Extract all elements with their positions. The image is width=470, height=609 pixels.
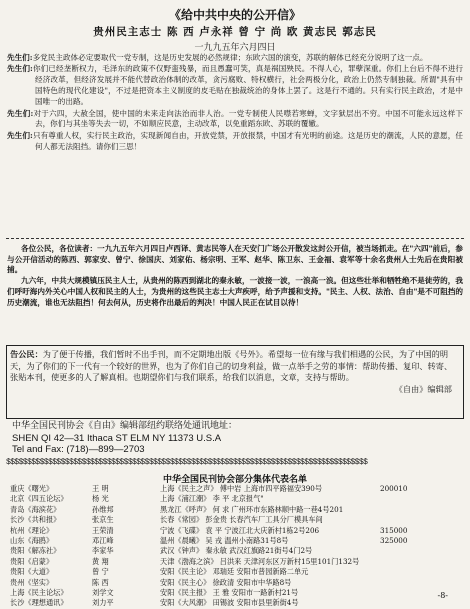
letter-paragraph (7, 131, 463, 153)
member-address: 上海《浦江潮》 李 平 北京报气" (160, 494, 264, 504)
member-name: 张京生 (92, 515, 114, 525)
paragraph-text: 你们已经垄断权力，毛泽东的政策不仅野蛮残暴，而且愚蠢可笑，真是祸国殃民。不得人心，罪孽深重。你们上台后不得不进行经济改革，但经济发展并不能代替政治体制的改革，贪污腐败、特权横行，社会两极分化，政治上仍然专制独裁。所谓"具有中国特色的现代化建设"，不过是把资本主义制度的皮毛贴在独裁统治的身体上罢了。这是行不通的。只有实行民主政治，才是中国唯一的出路。 (32, 64, 463, 107)
letter-date: 一九九五年六月四日 (194, 43, 276, 53)
member-name: 王荣清 (92, 525, 114, 535)
notice-to-citizens (10, 349, 460, 395)
member-address: 宁波《飞碟》 袁 平 宁波江北大庆新村1栋2号206 (160, 525, 320, 535)
member-row (10, 536, 462, 546)
member-name: 刘力平 (92, 598, 114, 608)
mailing-header: 中华全国民刊协会《自由》编辑部纽约联络处通讯地址： (12, 421, 238, 431)
publication: 贵阳《大道》 (10, 567, 54, 577)
member-address: 安阳《民主心》 徐政清 安阳市中华路8号 (160, 577, 292, 587)
member-row (10, 505, 462, 515)
member-address: 黑龙江《呼声》 何 求 广州环市东路林顺中路一巷4号201 (160, 504, 344, 514)
member-row (10, 598, 462, 608)
salutation: 先生们: (7, 53, 33, 62)
page-number: -8- (437, 591, 448, 600)
postal-code (380, 546, 460, 556)
member-list-title: 中华全国民刊协会部分集体代表名单 (162, 475, 307, 485)
publication: 青岛《海滨花》 (10, 504, 61, 514)
member-name: 李家华 (92, 546, 114, 556)
postal-code: 200010 (380, 484, 408, 493)
news-paragraph: 各位公民，各位读者：一九九五年六月四日卢西译、黄志民等人在天安门广场公开散发这封公开信，被当场抓走。在"六四"前后，参与公开信活动的陈西、郭家安、曾宁、徐国庆、刘家佑、杨宗明、王军、赵华、陈卫东、王金福、袁军等十余名贵州人士先后在贵阳被捕。 (7, 244, 463, 275)
member-row (10, 567, 462, 577)
member-address: 武汉《钟声》 秦永敏 武汉红旗路21街号4门2号 (160, 546, 313, 556)
member-name: 曾 宁 (92, 567, 109, 577)
letter-paragraph (7, 53, 463, 64)
news-paragraph: 九六年，中共大规模镇压民主人士，从贵州的陈西到湖北的秦永敏，一波接一波，一浪高一浪。但这些壮举和牺牲绝不是徒劳的，我们呼吁海内外关心中国人权和民主的人士，为贵州的这些民主志士大声疾呼，给予声援和支持。"民主、人权、法治、自由"是不可阻挡的历史潮流，谁也无法阻挡！何去何从，历史将作出最后的判决！中国人民正在试目以待！ (7, 276, 463, 307)
member-name: 黄 翔 (92, 556, 109, 566)
tel-fax: Tel and Fax: (718)—899—2703 (12, 444, 145, 455)
member-row (10, 588, 462, 598)
publication: 贵阳《启蒙》 (10, 556, 54, 566)
member-address: 安阳《民主报》 王 雅 安阳市一路新村21号 (160, 588, 299, 598)
member-row (10, 484, 462, 494)
dashed-divider (6, 238, 464, 239)
member-address: 长春《常园》 彭金贵 长春汽车厂工具分厂模具车间 (160, 515, 323, 525)
letter-authors: 贵州民主志士 陈 西 卢永祥 曾 宁 尚 欧 黄志民 郭志民 (93, 26, 377, 38)
member-name: 陈 西 (92, 577, 109, 587)
notice-lead: 告公民： (10, 349, 43, 359)
publication: 重庆《曙光》 (10, 484, 54, 493)
paragraph-text: 多党民主政体必定要取代一党专制，这是历史发展的必然规律；东欧六国的演变，苏联的解体已经充分说明了这一点。 (32, 53, 428, 62)
postal-code (380, 557, 460, 567)
mailing-address (12, 421, 462, 456)
member-name: 孙维邦 (92, 504, 114, 514)
publication: 山东《海鸥》 (10, 536, 54, 546)
postal-code (380, 588, 460, 598)
mailing-address-line: SHEN QI 42—31 Ithaca ST ELM NY 11373 U.S.A (12, 432, 222, 444)
postal-code: 325000 (380, 536, 408, 546)
salutation: 先生们: (7, 130, 33, 140)
postal-code (380, 598, 460, 608)
postal-code (380, 567, 460, 577)
paragraph-text: 对于六四，大赦全国，使中国的未来走向法治而非人治。一党专制使人民噤若寒蝉，文字狱层出不穷。中国不可能永远这样下去，你们与其坐等失去一切，不如顺应民意，主动改革，以免重蹈东欧、苏联的覆辙。 (33, 108, 463, 129)
member-row (10, 557, 462, 567)
member-address: 温州《晨曦》 吴 戎 温州小南路31号8号 (160, 536, 289, 546)
open-letter-body (7, 53, 463, 153)
member-name: 杨 光 (92, 494, 109, 504)
postal-code: 315000 (380, 525, 408, 535)
salutation: 先生们: (7, 64, 33, 74)
member-row (10, 578, 462, 588)
member-name: 王 明 (92, 484, 109, 493)
publication: 杭州《理论》 (10, 525, 54, 535)
dollar-separator: $$$$$$$$$$$$$$$$$$$$$$$$$$$$$$$$$$$$$$$$$$$$$$$$$$$$$$$$$$$$$$$$$$$$$$$$$$$$$$$$$$$$$$ (6, 458, 368, 467)
publication: 贵州《坚实》 (10, 577, 54, 587)
member-name: 刘学文 (92, 588, 114, 598)
member-address: 安阳《大风潮》 田锡波 安阳市县里新街4号 (160, 598, 299, 608)
publication: 上海《民主论坛》 (10, 588, 68, 598)
salutation: 先生们: (7, 108, 34, 118)
postal-code (380, 494, 460, 504)
news-section (7, 244, 463, 308)
publication: 北京《四五论坛》 (10, 494, 68, 504)
member-address: 安阳《民主论》 邓瑞廷 安阳市普园新路二单元 (160, 567, 309, 577)
member-row (10, 515, 462, 525)
notice-signature: 《自由》编辑部 (394, 383, 452, 394)
notice-text: 为了便于传播，我们暂时不出手刊，而不定期地出版《号外》。希望每一位有缘与我们相遇的公民，为了中国的明天，为了你们的下一代有一个较好的世界，也为了你们自己的切身利益，做一点举手之劳的事情：帮助传播、复印、转寄、张贴本刊，使更多的人了解真相。也期望你们与我们联系，给我们以消息，文章，支持与帮助。 (10, 349, 453, 382)
publication: 贵阳《解冻社》 (10, 546, 61, 556)
member-row (10, 526, 462, 536)
postal-code (380, 578, 460, 588)
postal-code (380, 505, 460, 515)
publication: 长沙《共和报》 (10, 515, 61, 525)
letter-paragraph (7, 64, 463, 108)
postal-code (380, 515, 460, 525)
member-address: 天津《渤海之滨》 吕洪来 天津河东区万新村15里101门132号 (160, 556, 360, 566)
letter-title: 《给中共中央的公开信》 (168, 8, 301, 22)
letter-paragraph (7, 109, 463, 131)
member-row (10, 494, 462, 504)
member-list (10, 484, 462, 609)
member-address: 上海《民主之声》 傅中岩 上海市四平路福安390号 (160, 484, 323, 493)
paragraph-text: 只有尊重人权，实行民主政治，实现新闻自由，开放党禁，开放报禁，中国才有光明的前途。这是历史的潮流，人民的意愿，任何人都无法阻挡。请你们三思！ (32, 130, 463, 151)
member-name: 邓江峰 (92, 536, 114, 546)
publication: 长沙《理想通讯》 (10, 598, 68, 608)
member-row (10, 546, 462, 556)
